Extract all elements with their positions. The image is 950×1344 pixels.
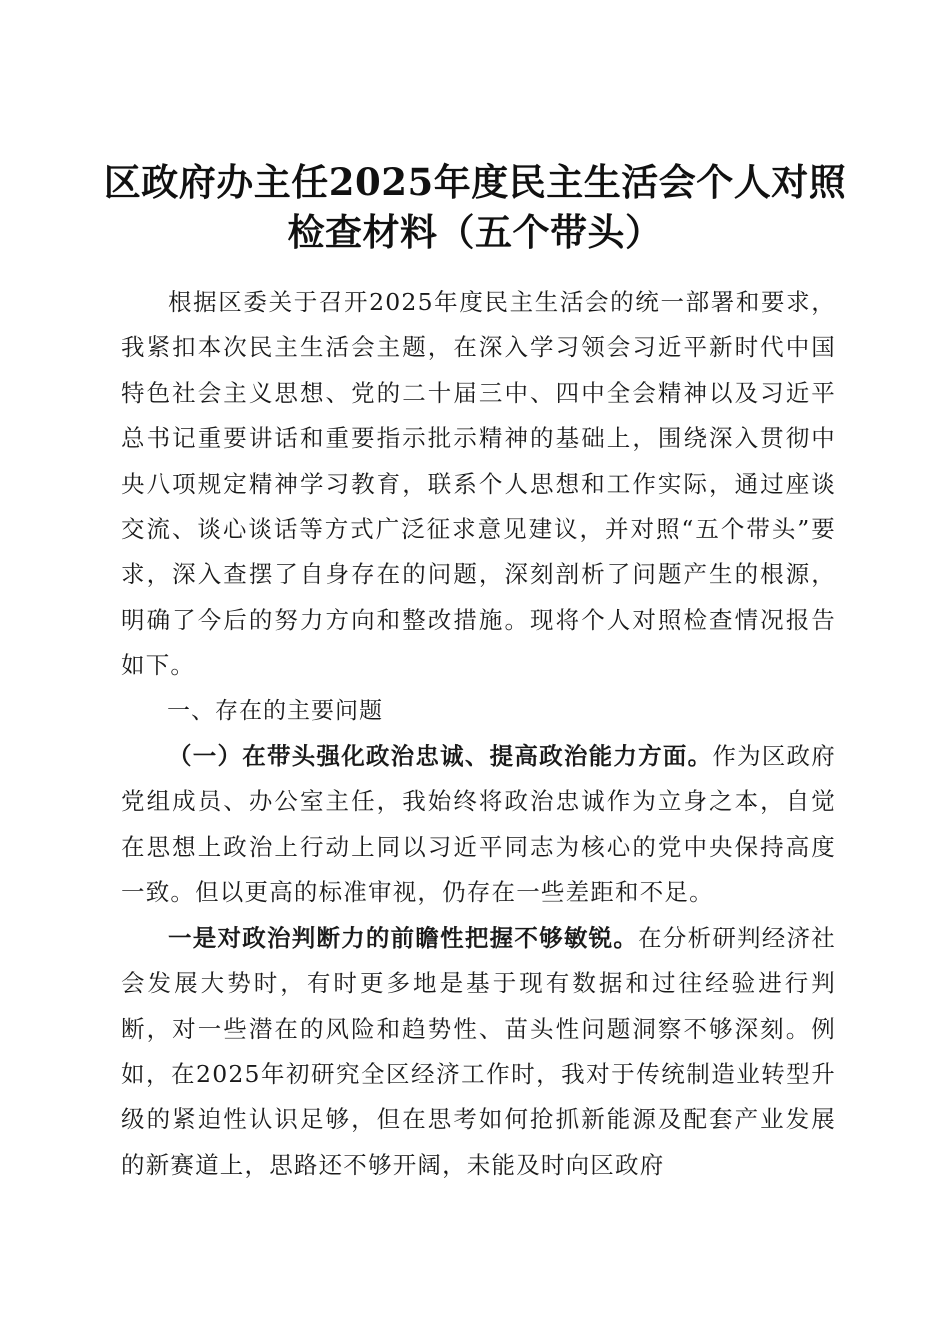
point-1-text: 在分析研判经济社会发展大势时，有时更多地是基于现有数据和过往经验进行判断，对一些潜在的风险和趋势性、苗头性问题洞察不够深刻。例如，在2025年初研究全区经济工作时，我对于传统制造业转型升级的紧迫性认识足够，但在思考如何抢抓新能源及配套产业发展的新赛道上，思路还不够开阔，未能及时向区政府 bbox=[121, 923, 836, 1179]
section-heading-problems: 一、存在的主要问题 bbox=[167, 697, 383, 724]
point-1-lead: 一是对政治判断力的前瞻性把握不够敏锐。 bbox=[168, 923, 639, 952]
title-line-1: 区政府办主任2025年度民主生活会个人对照 bbox=[103, 159, 847, 204]
point-1-paragraph bbox=[121, 916, 836, 1188]
subsection-1-text: 作为区政府党组成员、办公室主任，我始终将政治忠诚作为立身之本，自觉在思想上政治上行动上同以习近平同志为核心的党中央保持高度一致。但以更高的标准审视，仍存在一些差距和不足。 bbox=[121, 742, 836, 907]
subsection-1-lead: （一）在带头强化政治忠诚、提高政治能力方面。 bbox=[168, 742, 713, 771]
document-body bbox=[121, 280, 836, 1188]
intro-paragraph: 根据区委关于召开2025年度民主生活会的统一部署和要求，我紧扣本次民主生活会主题，在深入学习领会习近平新时代中国特色社会主义思想、党的二十届三中、四中全会精神以及习近平总书记重要讲话和重要指示批示精神的基础上，围绕深入贯彻中央八项规定精神学习教育，联系个人思想和工作实际，通过座谈交流、谈心谈话等方式广泛征求意见建议，并对照“五个带头”要求，深入查摆了自身存在的问题，深刻剖析了问题产生的根源，明确了今后的努力方向和整改措施。现将个人对照检查情况报告如下。 bbox=[121, 288, 836, 680]
subsection-1-paragraph bbox=[121, 734, 836, 916]
document-title bbox=[100, 157, 850, 257]
title-line-2: 检查材料（五个带头） bbox=[287, 209, 663, 254]
